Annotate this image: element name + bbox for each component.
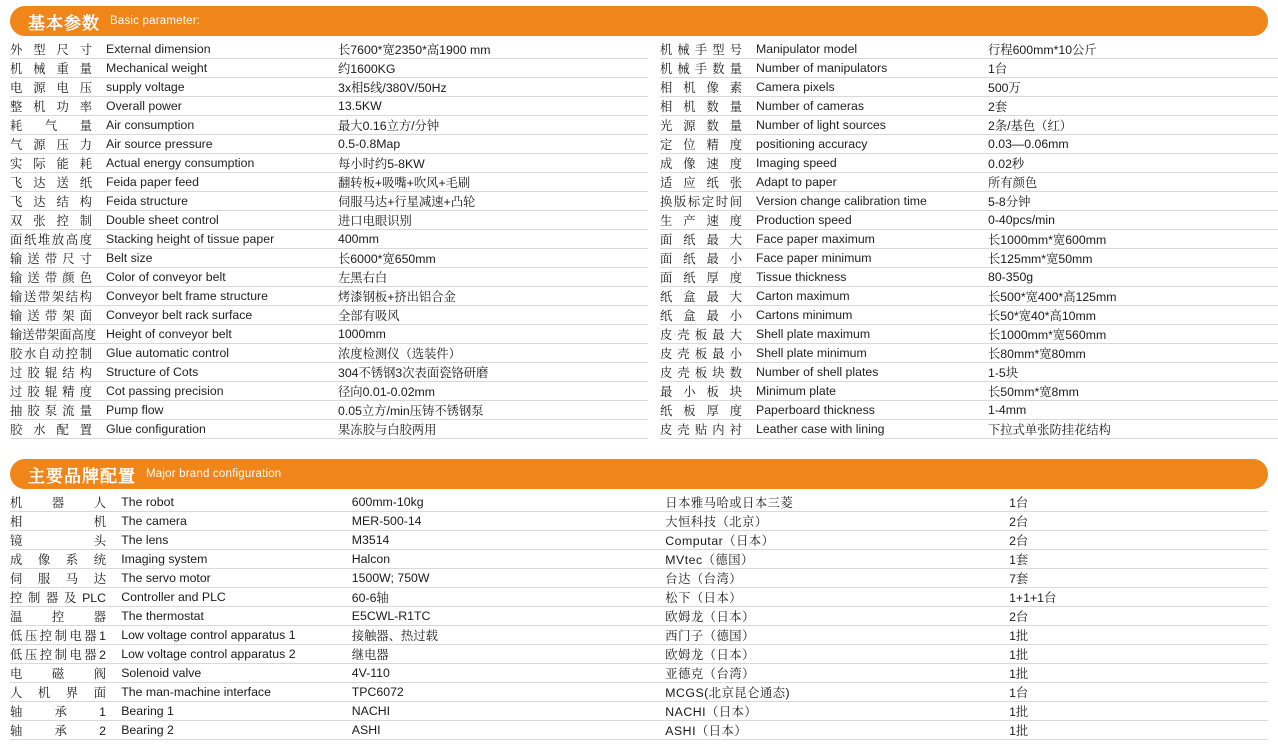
param-value: 3x相5线/380V/50Hz — [338, 78, 648, 97]
component-label-cn: 成像系统 — [10, 550, 121, 569]
component-label-en: The robot — [121, 493, 352, 512]
param-label-en: Conveyor belt frame structure — [106, 287, 338, 306]
param-value: 0.03—0.06mm — [988, 135, 1278, 154]
component-model: NACHI — [352, 702, 665, 721]
column-gap — [648, 154, 660, 173]
param-value: 长6000*宽650mm — [338, 249, 648, 268]
param-value: 5-8分钟 — [988, 192, 1278, 211]
param-value: 翻转板+吸嘴+吹风+毛刷 — [338, 173, 648, 192]
param-label-en: Number of light sources — [756, 116, 988, 135]
component-label-cn: 轴承2 — [10, 721, 121, 740]
table-row — [10, 173, 1278, 192]
param-value: 长1000mm*宽560mm — [988, 325, 1278, 344]
component-model: 60-6轴 — [352, 588, 665, 607]
column-gap — [648, 401, 660, 420]
param-label-en: Color of conveyor belt — [106, 268, 338, 287]
param-label-en: Camera pixels — [756, 78, 988, 97]
table-row — [10, 211, 1278, 230]
param-label-cn: 飞达结构 — [10, 192, 106, 211]
param-value: 左黑右白 — [338, 268, 648, 287]
param-label-cn: 机械重量 — [10, 59, 106, 78]
component-model: ASHI — [352, 721, 665, 740]
table-row — [10, 512, 1268, 531]
brand-configuration-table — [10, 493, 1268, 740]
param-label-en: Overall power — [106, 97, 338, 116]
param-value: 约1600KG — [338, 59, 648, 78]
table-row — [10, 135, 1278, 154]
table-row — [10, 192, 1278, 211]
table-row — [10, 664, 1268, 683]
param-label-en: Feida paper feed — [106, 173, 338, 192]
component-label-cn: 低压控制电器1 — [10, 626, 121, 645]
component-model: MER-500-14 — [352, 512, 665, 531]
param-value: 浓度检测仪（选装件） — [338, 344, 648, 363]
param-label-en: Cot passing precision — [106, 382, 338, 401]
component-quantity: 2台 — [1009, 607, 1268, 626]
param-label-en: Imaging speed — [756, 154, 988, 173]
component-label-en: Imaging system — [121, 550, 352, 569]
param-value: 0.02秒 — [988, 154, 1278, 173]
component-model: 1500W; 750W — [352, 569, 665, 588]
component-label-en: Low voltage control apparatus 2 — [121, 645, 352, 664]
column-gap — [648, 59, 660, 78]
param-label-cn: 成像速度 — [660, 154, 756, 173]
column-gap — [648, 382, 660, 401]
param-label-en: Air source pressure — [106, 135, 338, 154]
param-label-cn: 最小板块 — [660, 382, 756, 401]
component-brand: Computar（日本） — [665, 531, 1009, 550]
param-value: 400mm — [338, 230, 648, 249]
param-value: 长50mm*宽8mm — [988, 382, 1278, 401]
component-quantity: 1批 — [1009, 664, 1268, 683]
column-gap — [648, 268, 660, 287]
param-label-en: Production speed — [756, 211, 988, 230]
param-value: 80-350g — [988, 268, 1278, 287]
param-label-cn: 输送带颜色 — [10, 268, 106, 287]
param-label-en: Stacking height of tissue paper — [106, 230, 338, 249]
param-label-en: Belt size — [106, 249, 338, 268]
table-row — [10, 702, 1268, 721]
param-value: 0-40pcs/min — [988, 211, 1278, 230]
component-brand: MVtec（德国） — [665, 550, 1009, 569]
component-model: Halcon — [352, 550, 665, 569]
param-value: 每小时约5-8KW — [338, 154, 648, 173]
param-label-cn: 适应纸张 — [660, 173, 756, 192]
component-label-cn: 镜头 — [10, 531, 121, 550]
table-row — [10, 249, 1278, 268]
param-value: 1000mm — [338, 325, 648, 344]
column-gap — [648, 97, 660, 116]
param-label-en: Double sheet control — [106, 211, 338, 230]
param-value: 长125mm*宽50mm — [988, 249, 1278, 268]
param-value: 2条/基色（红） — [988, 116, 1278, 135]
section-title-cn: 主要品牌配置 — [28, 466, 136, 486]
param-label-en: Glue configuration — [106, 420, 338, 439]
component-label-cn: 机器人 — [10, 493, 121, 512]
component-model: 继电器 — [352, 645, 665, 664]
component-quantity: 2台 — [1009, 531, 1268, 550]
param-label-cn: 皮壳贴内衬 — [660, 420, 756, 439]
param-label-en: Number of cameras — [756, 97, 988, 116]
param-label-cn: 胶水自动控制 — [10, 344, 106, 363]
param-label-en: Number of shell plates — [756, 363, 988, 382]
component-quantity: 1批 — [1009, 721, 1268, 740]
param-value: 500万 — [988, 78, 1278, 97]
table-row — [10, 325, 1278, 344]
param-label-en: Pump flow — [106, 401, 338, 420]
component-label-en: The thermostat — [121, 607, 352, 626]
table-row — [10, 588, 1268, 607]
param-label-en: Shell plate minimum — [756, 344, 988, 363]
param-label-cn: 输送带架结构 — [10, 287, 106, 306]
param-value: 最大0.16立方/分钟 — [338, 116, 648, 135]
param-label-en: Face paper minimum — [756, 249, 988, 268]
component-quantity: 1批 — [1009, 702, 1268, 721]
component-brand: 西门子（德国） — [665, 626, 1009, 645]
param-value: 1-4mm — [988, 401, 1278, 420]
component-label-cn: 控制器及PLC — [10, 588, 121, 607]
param-label-cn: 过胶辊精度 — [10, 382, 106, 401]
param-label-cn: 生产速度 — [660, 211, 756, 230]
param-label-cn: 输送带架面 — [10, 306, 106, 325]
component-model: E5CWL-R1TC — [352, 607, 665, 626]
table-row — [10, 626, 1268, 645]
component-model: 4V-110 — [352, 664, 665, 683]
param-value: 0.05立方/min压铸不锈钢泵 — [338, 401, 648, 420]
param-value: 长500*宽400*高125mm — [988, 287, 1278, 306]
param-label-cn: 相机像素 — [660, 78, 756, 97]
param-label-cn: 抽胶泵流量 — [10, 401, 106, 420]
param-label-cn: 飞达送纸 — [10, 173, 106, 192]
param-label-cn: 纸盒最大 — [660, 287, 756, 306]
component-brand: 台达（台湾） — [665, 569, 1009, 588]
column-gap — [648, 363, 660, 382]
column-gap — [648, 40, 660, 59]
param-label-en: Tissue thickness — [756, 268, 988, 287]
param-label-cn: 外型尺寸 — [10, 40, 106, 59]
param-label-en: Structure of Cots — [106, 363, 338, 382]
component-brand: 大恒科技（北京） — [665, 512, 1009, 531]
param-label-cn: 面纸最大 — [660, 230, 756, 249]
param-label-cn: 过胶辊结构 — [10, 363, 106, 382]
param-value: 2套 — [988, 97, 1278, 116]
param-label-cn: 纸板厚度 — [660, 401, 756, 420]
component-model: TPC6072 — [352, 683, 665, 702]
table-row — [10, 116, 1278, 135]
component-label-cn: 轴承1 — [10, 702, 121, 721]
param-label-en: Adapt to paper — [756, 173, 988, 192]
column-gap — [648, 135, 660, 154]
column-gap — [648, 287, 660, 306]
component-brand: 欧姆龙（日本） — [665, 645, 1009, 664]
table-row — [10, 78, 1278, 97]
column-gap — [648, 230, 660, 249]
table-row — [10, 550, 1268, 569]
column-gap — [648, 420, 660, 439]
table-row — [10, 97, 1278, 116]
component-brand: ASHI（日本） — [665, 721, 1009, 740]
param-label-en: Carton maximum — [756, 287, 988, 306]
param-label-en: External dimension — [106, 40, 338, 59]
column-gap — [648, 325, 660, 344]
table-row — [10, 645, 1268, 664]
column-gap — [648, 173, 660, 192]
component-brand: 亚德克（台湾） — [665, 664, 1009, 683]
param-label-cn: 换版标定时间 — [660, 192, 756, 211]
param-label-en: Glue automatic control — [106, 344, 338, 363]
param-label-en: Air consumption — [106, 116, 338, 135]
param-label-en: Shell plate maximum — [756, 325, 988, 344]
param-label-cn: 面纸厚度 — [660, 268, 756, 287]
param-label-cn: 实际能耗 — [10, 154, 106, 173]
param-value: 行程600mm*10公斤 — [988, 40, 1278, 59]
param-label-cn: 耗气量 — [10, 116, 106, 135]
component-label-en: Solenoid valve — [121, 664, 352, 683]
component-label-cn: 人机界面 — [10, 683, 121, 702]
table-row — [10, 420, 1278, 439]
param-label-en: Version change calibration time — [756, 192, 988, 211]
column-gap — [648, 78, 660, 97]
component-brand: 松下（日本） — [665, 588, 1009, 607]
component-quantity: 2台 — [1009, 512, 1268, 531]
param-label-cn: 纸盒最小 — [660, 306, 756, 325]
param-label-cn: 光源数量 — [660, 116, 756, 135]
param-label-en: positioning accuracy — [756, 135, 988, 154]
component-quantity: 1批 — [1009, 626, 1268, 645]
param-label-cn: 皮壳板最小 — [660, 344, 756, 363]
table-row — [10, 721, 1268, 740]
param-value: 1-5块 — [988, 363, 1278, 382]
param-value: 13.5KW — [338, 97, 648, 116]
param-label-cn: 面纸堆放高度 — [10, 230, 106, 249]
param-label-en: Actual energy consumption — [106, 154, 338, 173]
param-value: 下拉式单张防挂花结构 — [988, 420, 1278, 439]
component-label-en: The lens — [121, 531, 352, 550]
param-label-en: Height of conveyor belt — [106, 325, 338, 344]
param-label-en: Mechanical weight — [106, 59, 338, 78]
component-quantity: 1+1+1台 — [1009, 588, 1268, 607]
param-label-en: Conveyor belt rack surface — [106, 306, 338, 325]
param-label-cn: 机械手数量 — [660, 59, 756, 78]
component-model: 接触器、热过载 — [352, 626, 665, 645]
component-model: 600mm-10kg — [352, 493, 665, 512]
component-label-en: Low voltage control apparatus 1 — [121, 626, 352, 645]
component-label-cn: 低压控制电器2 — [10, 645, 121, 664]
table-row — [10, 40, 1278, 59]
param-label-en: Feida structure — [106, 192, 338, 211]
component-label-cn: 电磁阀 — [10, 664, 121, 683]
component-label-en: The camera — [121, 512, 352, 531]
component-label-en: The servo motor — [121, 569, 352, 588]
param-label-cn: 输送带架面高度 — [10, 325, 106, 344]
param-value: 长7600*宽2350*高1900 mm — [338, 40, 648, 59]
param-value: 1台 — [988, 59, 1278, 78]
component-brand: NACHI（日本） — [665, 702, 1009, 721]
table-row — [10, 154, 1278, 173]
table-row — [10, 607, 1268, 626]
param-value: 所有颜色 — [988, 173, 1278, 192]
component-brand: 日本雅马哈或日本三菱 — [665, 493, 1009, 512]
param-value: 0.5-0.8Map — [338, 135, 648, 154]
param-label-cn: 双张控制 — [10, 211, 106, 230]
table-row — [10, 531, 1268, 550]
column-gap — [648, 306, 660, 325]
param-label-cn: 整机功率 — [10, 97, 106, 116]
table-row — [10, 268, 1278, 287]
table-row — [10, 401, 1278, 420]
component-label-en: Bearing 2 — [121, 721, 352, 740]
param-value: 果冻胶与白胶两用 — [338, 420, 648, 439]
param-label-en: Cartons minimum — [756, 306, 988, 325]
spec-sheet-page — [0, 6, 1278, 740]
param-label-en: Leather case with lining — [756, 420, 988, 439]
table-row — [10, 569, 1268, 588]
section-title-en: Major brand configuration — [146, 467, 282, 480]
component-label-en: The man-machine interface — [121, 683, 352, 702]
param-label-en: Number of manipulators — [756, 59, 988, 78]
component-brand: MCGS(北京昆仑通态) — [665, 683, 1009, 702]
param-value: 304不锈钢3次表面瓷铬研磨 — [338, 363, 648, 382]
column-gap — [648, 211, 660, 230]
param-label-cn: 气源压力 — [10, 135, 106, 154]
section-header-basic-parameter — [10, 6, 1268, 36]
component-quantity: 1台 — [1009, 683, 1268, 702]
param-label-cn: 机械手型号 — [660, 40, 756, 59]
component-model: M3514 — [352, 531, 665, 550]
param-value: 长1000mm*宽600mm — [988, 230, 1278, 249]
table-row — [10, 382, 1278, 401]
table-row — [10, 287, 1278, 306]
component-label-cn: 相机 — [10, 512, 121, 531]
column-gap — [648, 344, 660, 363]
table-row — [10, 683, 1268, 702]
column-gap — [648, 116, 660, 135]
param-label-cn: 定位精度 — [660, 135, 756, 154]
component-label-en: Bearing 1 — [121, 702, 352, 721]
param-label-cn: 面纸最小 — [660, 249, 756, 268]
param-label-en: supply voltage — [106, 78, 338, 97]
table-row — [10, 59, 1278, 78]
table-row — [10, 493, 1268, 512]
param-value: 长50*宽40*高10mm — [988, 306, 1278, 325]
component-label-en: Controller and PLC — [121, 588, 352, 607]
component-quantity: 1台 — [1009, 493, 1268, 512]
param-value: 长80mm*宽80mm — [988, 344, 1278, 363]
param-label-en: Manipulator model — [756, 40, 988, 59]
component-quantity: 1套 — [1009, 550, 1268, 569]
param-label-cn: 输送带尺寸 — [10, 249, 106, 268]
column-gap — [648, 249, 660, 268]
component-quantity: 1批 — [1009, 645, 1268, 664]
param-label-cn: 皮壳板最大 — [660, 325, 756, 344]
section-title-en: Basic parameter: — [110, 14, 201, 27]
table-row — [10, 230, 1278, 249]
param-value: 伺服马达+行星减速+凸轮 — [338, 192, 648, 211]
param-value: 进口电眼识别 — [338, 211, 648, 230]
param-label-en: Face paper maximum — [756, 230, 988, 249]
param-value: 烤漆钢板+挤出铝合金 — [338, 287, 648, 306]
param-value: 全部有吸风 — [338, 306, 648, 325]
component-brand: 欧姆龙（日本） — [665, 607, 1009, 626]
param-value: 径向0.01-0.02mm — [338, 382, 648, 401]
table-row — [10, 363, 1278, 382]
param-label-cn: 电源电压 — [10, 78, 106, 97]
param-label-en: Paperboard thickness — [756, 401, 988, 420]
param-label-cn: 胶水配置 — [10, 420, 106, 439]
component-label-cn: 伺服马达 — [10, 569, 121, 588]
param-label-en: Minimum plate — [756, 382, 988, 401]
param-label-cn: 皮壳板块数 — [660, 363, 756, 382]
section-title-cn: 基本参数 — [28, 13, 100, 33]
basic-parameter-table — [10, 40, 1278, 439]
table-row — [10, 344, 1278, 363]
component-quantity: 7套 — [1009, 569, 1268, 588]
column-gap — [648, 192, 660, 211]
component-label-cn: 温控器 — [10, 607, 121, 626]
table-row — [10, 306, 1278, 325]
param-label-cn: 相机数量 — [660, 97, 756, 116]
section-header-brand-configuration — [10, 459, 1268, 489]
